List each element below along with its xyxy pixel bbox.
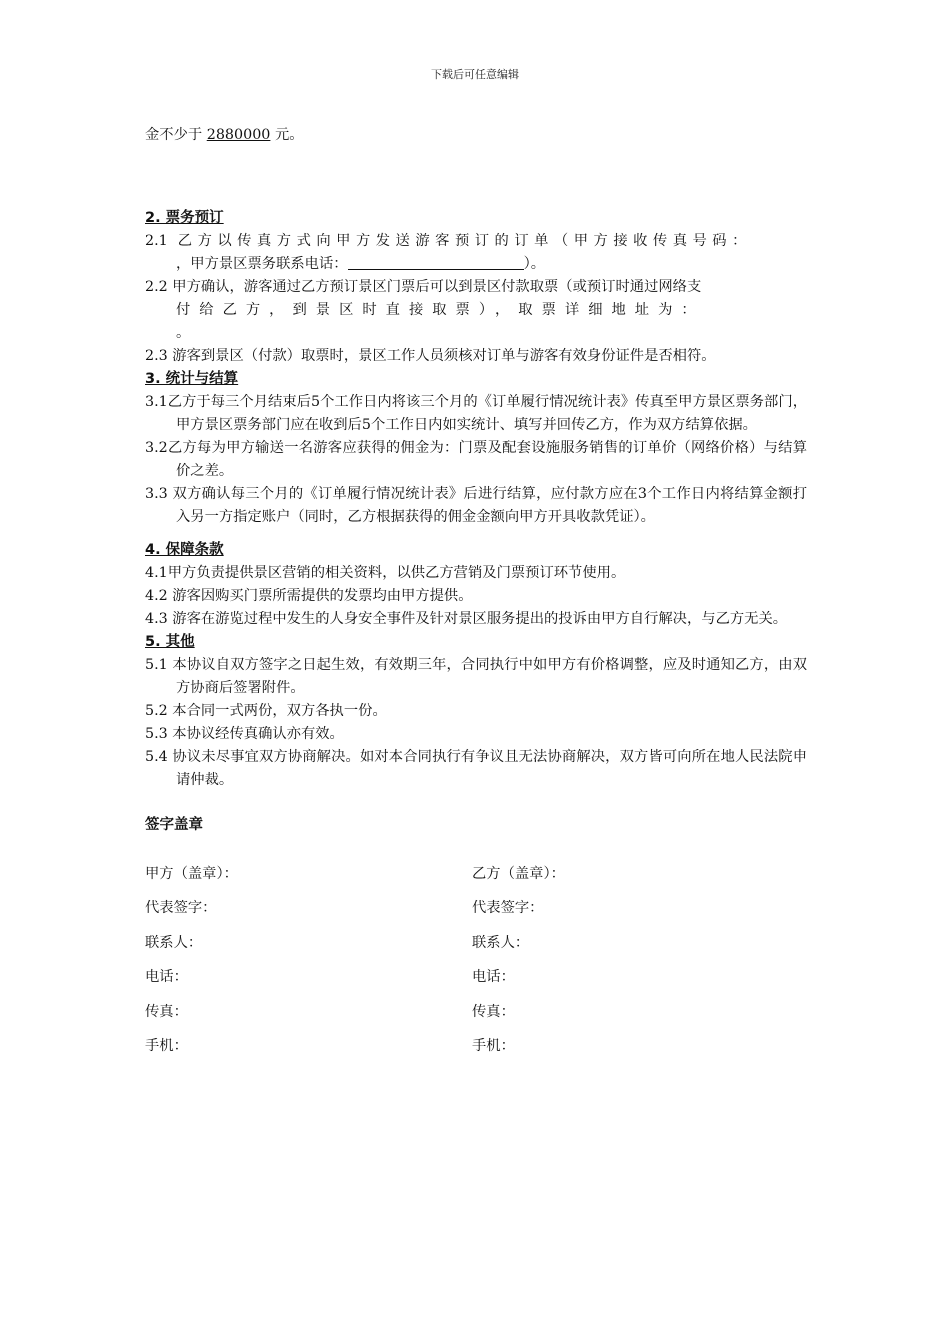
signature-row-seal <box>145 857 807 892</box>
signature-row-mobile <box>145 1030 807 1065</box>
deposit-amount: 2880000 <box>206 127 271 143</box>
section5-title: 5. 其他 <box>145 634 195 650</box>
phone-blank-line <box>348 254 524 270</box>
clause-text: ，甲方景区票务联系电话： <box>176 256 348 272</box>
intro-before: 金不少于 <box>145 127 207 143</box>
party-b-contact: 联系人： <box>472 934 530 951</box>
clause-text: 付给乙方，到景区时直接取票），取票详细地址为： <box>176 302 705 318</box>
signature-title: 签字盖章 <box>145 817 203 833</box>
party-a-contact: 联系人： <box>145 934 203 951</box>
document-body <box>145 124 807 1064</box>
clause-text: 甲方负责提供景区营销的相关资料，以供乙方营销及门票预订环节使用。 <box>167 565 626 581</box>
signature-row-contact <box>145 926 807 961</box>
clause-text: 游客因购买门票所需提供的发票均由甲方提供。 <box>167 588 473 604</box>
party-b-representative: 代表签字： <box>472 900 544 917</box>
clause-number: 4.3 <box>145 611 168 627</box>
clause-2-3 <box>145 345 807 368</box>
clause-number: 5.1 <box>145 657 168 673</box>
signature-row-phone <box>145 961 807 996</box>
signature-row-representative <box>145 892 807 927</box>
party-a-seal: 甲方（盖章）： <box>145 865 238 882</box>
intro-paragraph <box>145 124 807 147</box>
signature-row-fax <box>145 995 807 1030</box>
page-header-note: 下载后可任意编辑 <box>431 68 519 81</box>
party-a-fax: 传真： <box>145 1003 188 1020</box>
section3-title: 3. 统计与结算 <box>145 371 239 387</box>
clause-number: 3.3 <box>145 486 168 502</box>
clause-number: 5.2 <box>145 703 168 719</box>
party-b-mobile: 手机： <box>472 1038 515 1055</box>
clause-3-3 <box>145 483 807 529</box>
section4-title: 4. 保障条款 <box>145 542 224 558</box>
clause-number: 5.3 <box>145 726 168 742</box>
clause-text: 。 <box>176 325 191 341</box>
clause-number: 4.2 <box>145 588 168 604</box>
clause-4-1 <box>145 562 807 585</box>
clause-3-2 <box>145 437 807 483</box>
clause-2-1 <box>145 230 807 276</box>
party-b-seal: 乙方（盖章）： <box>472 865 565 882</box>
section2-title: 2. 票务预订 <box>145 210 224 226</box>
clause-number: 2.2 <box>145 279 168 295</box>
clause-text: 乙方于每三个月结束后5个工作日内将该三个月的《订单履行情况统计表》传真至甲方景区票务部门，甲方景区票务部门应在收到后5个工作日内如实统计、填写并回传乙方，作为双方结算依据。 <box>167 394 807 433</box>
clause-text: 甲方确认，游客通过乙方预订景区门票后可以到景区付款取票（或预订时通过网络支 <box>167 279 702 295</box>
clause-text: 协议未尽事宜双方协商解决。如对本合同执行有争议且无法协商解决，双方皆可向所在地人民法院申请仲裁。 <box>167 749 807 788</box>
clause-5-3 <box>145 723 807 746</box>
clause-4-3 <box>145 608 807 631</box>
clause-text: 游客到景区（付款）取票时，景区工作人员须核对订单与游客有效身份证件是否相符。 <box>167 348 716 364</box>
clause-text: ）。 <box>523 256 546 272</box>
clause-number: 5.4 <box>145 749 168 765</box>
clause-number: 3.2 <box>145 440 168 456</box>
party-a-mobile: 手机： <box>145 1038 188 1055</box>
clause-number: 2.1 <box>145 233 168 249</box>
clause-text: 乙方以传真方式向甲方发送游客预订的订单（甲方接收传真号码： <box>167 233 752 249</box>
clause-text: 本协议自双方签字之日起生效，有效期三年，合同执行中如甲方有价格调整，应及时通知乙方，由双方协商后签署附件。 <box>167 657 807 696</box>
clause-5-4 <box>145 746 807 792</box>
party-b-phone: 电话： <box>472 969 515 986</box>
party-a-phone: 电话： <box>145 969 188 986</box>
clause-5-1 <box>145 654 807 700</box>
party-b-fax: 传真： <box>472 1003 515 1020</box>
clause-2-2 <box>145 276 807 345</box>
party-a-representative: 代表签字： <box>145 900 217 917</box>
clause-text: 游客在游览过程中发生的人身安全事件及针对景区服务提出的投诉由甲方自行解决，与乙方无关。 <box>167 611 788 627</box>
clause-4-2 <box>145 585 807 608</box>
clause-5-2 <box>145 700 807 723</box>
signature-block <box>145 857 807 1064</box>
clause-text: 双方确认每三个月的《订单履行情况统计表》后进行结算，应付款方应在3个工作日内将结算金额打入另一方指定账户（同时，乙方根据获得的佣金金额向甲方开具收款凭证）。 <box>167 486 807 525</box>
clause-3-1 <box>145 391 807 437</box>
clause-text: 本协议经传真确认亦有效。 <box>167 726 344 742</box>
clause-number: 3.1 <box>145 394 168 410</box>
clause-text: 乙方每为甲方输送一名游客应获得的佣金为：门票及配套设施服务销售的订单价（网络价格）与结算价之差。 <box>167 440 807 479</box>
clause-number: 4.1 <box>145 565 168 581</box>
intro-after: 元。 <box>270 127 304 143</box>
clause-number: 2.3 <box>145 348 168 364</box>
clause-text: 本合同一式两份，双方各执一份。 <box>167 703 387 719</box>
